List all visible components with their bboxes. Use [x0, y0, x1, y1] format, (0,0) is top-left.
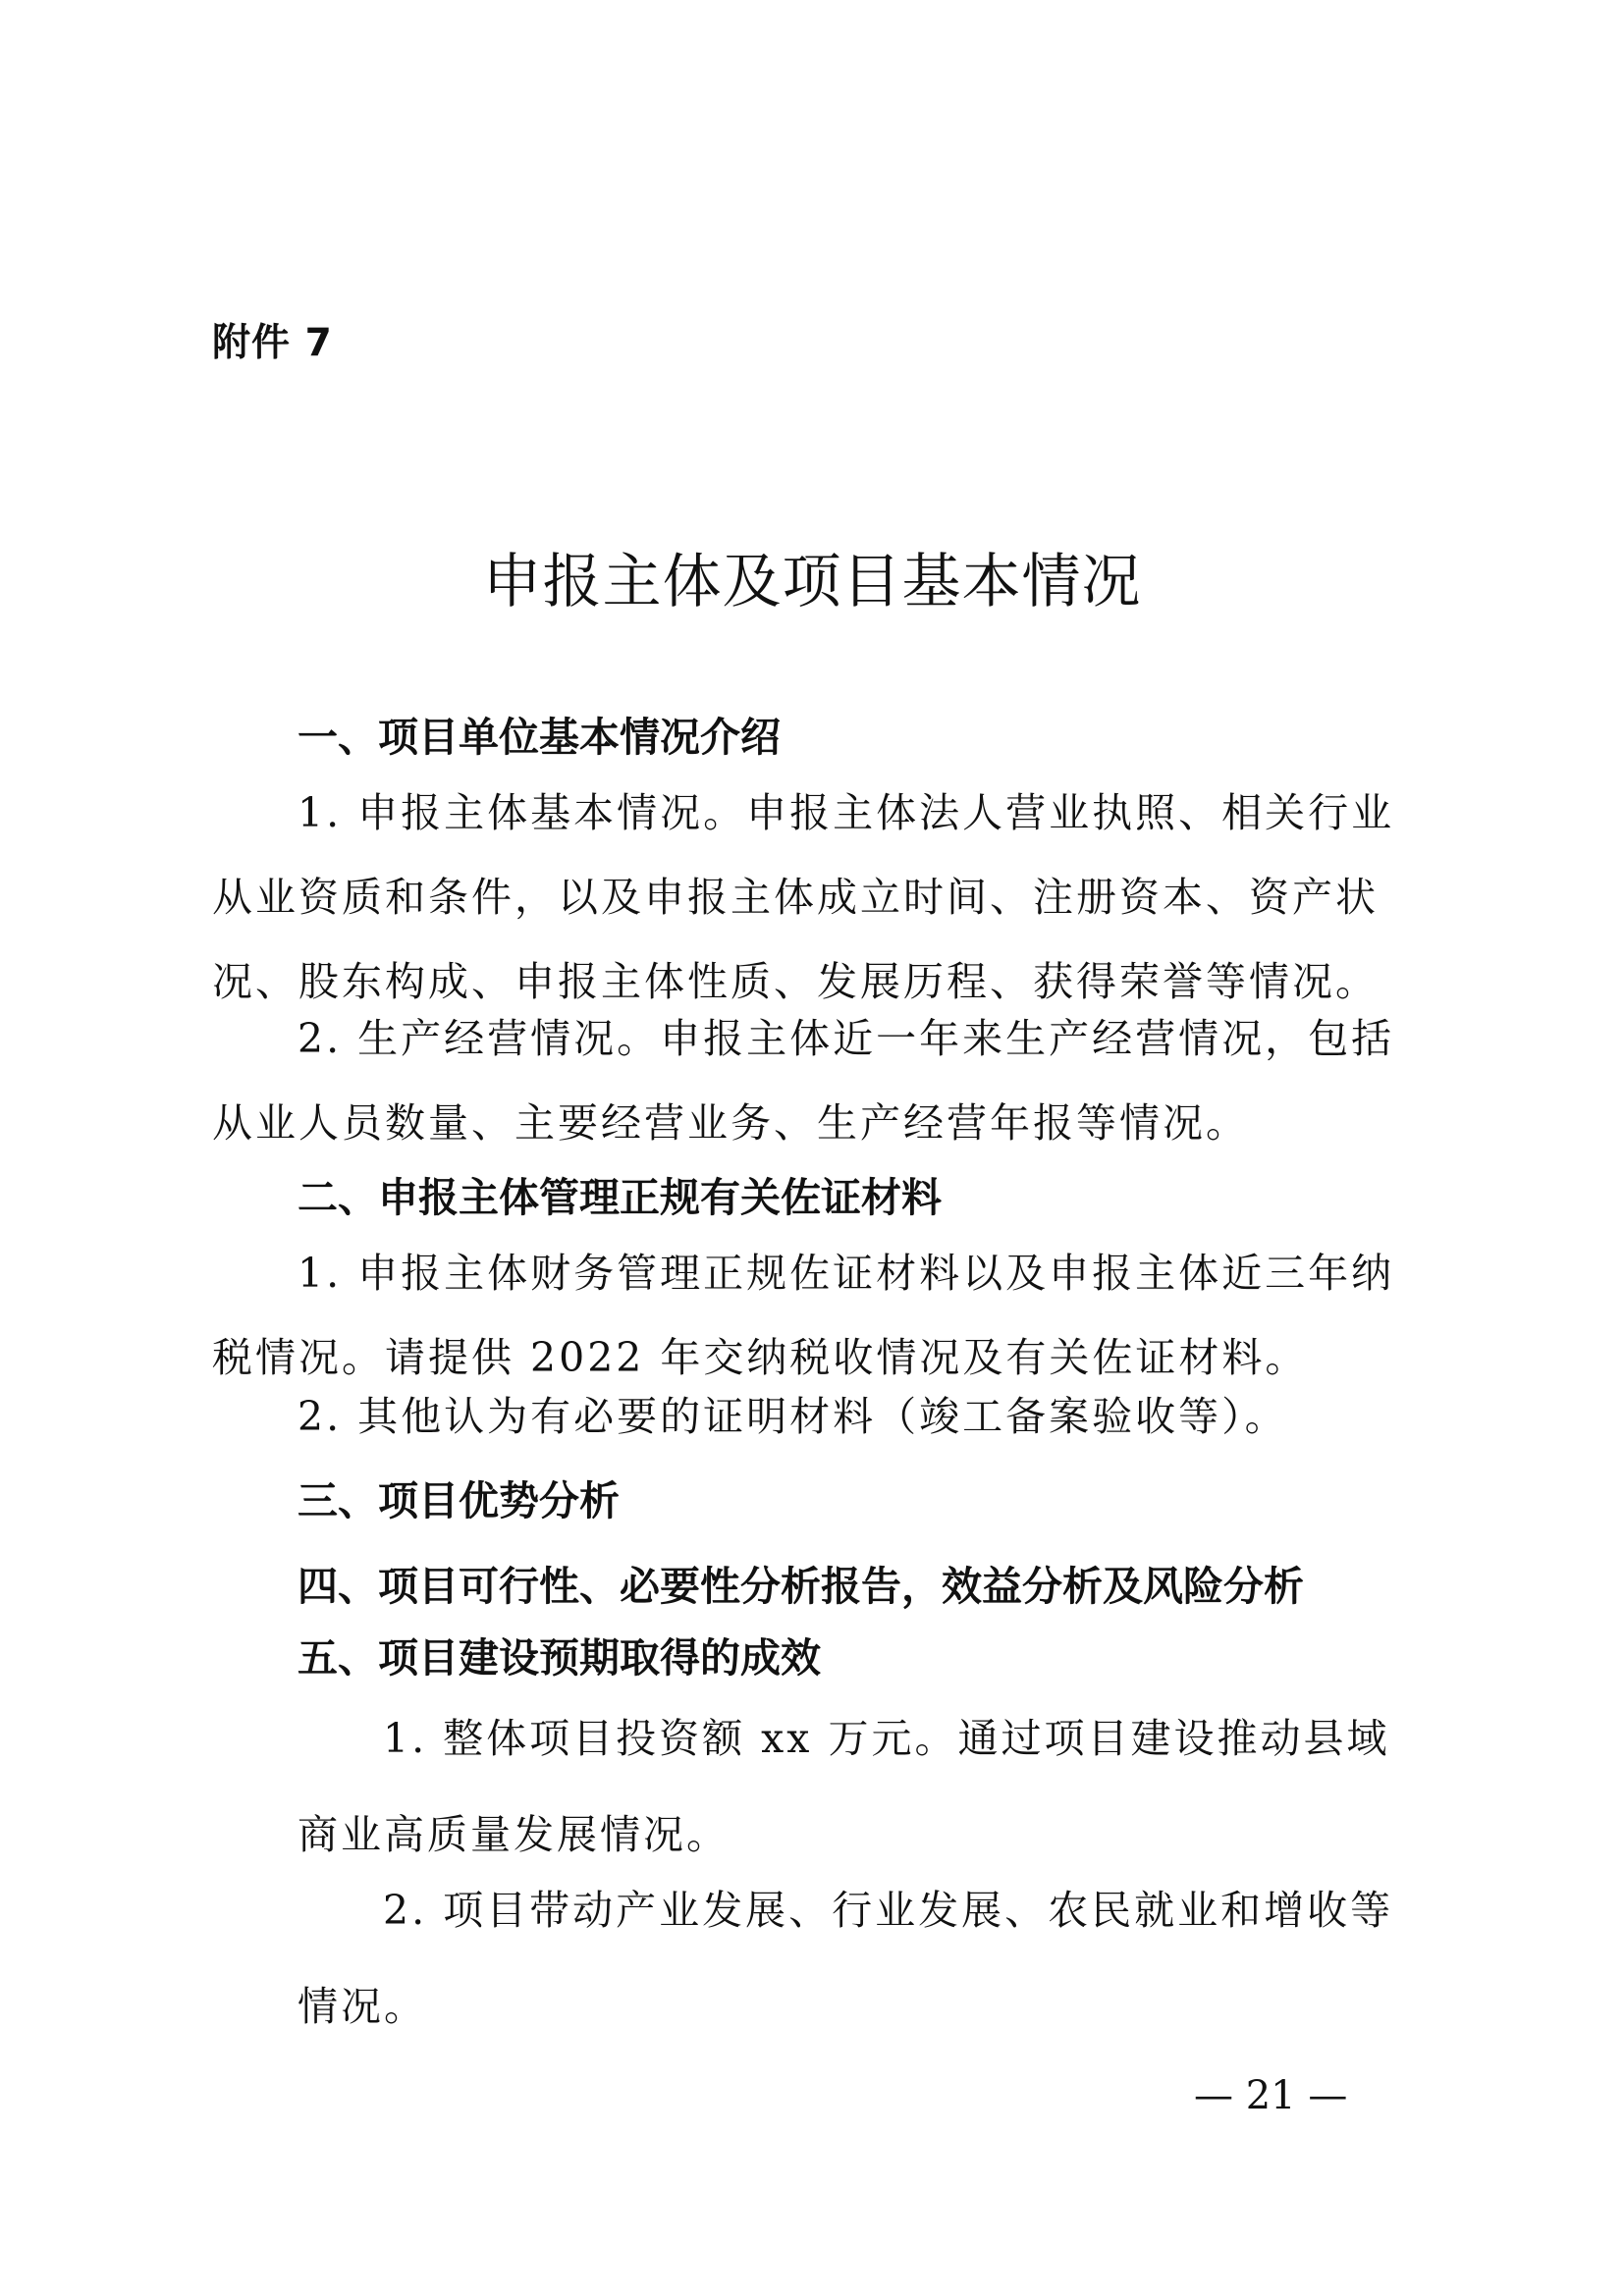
attachment-label: 附件 7	[212, 321, 333, 365]
section-2-paragraph-2: 2. 其他认为有必要的证明材料（竣工备案验收等）。	[298, 1393, 1288, 1440]
section-1-paragraph-1: 1. 申报主体基本情况。申报主体法人营业执照、相关行业从业资质和条件，以及申报主体成立时间、注册资本、资产状况、股东构成、申报主体性质、发展历程、获得荣誉等情况。	[212, 789, 1395, 1005]
page-number: — 21 —	[1194, 2073, 1348, 2118]
section-5-heading: 五、项目建设预期取得的成效	[298, 1634, 821, 1682]
section-2-paragraph-1: 1. 申报主体财务管理正规佐证材料以及申报主体近三年纳税情况。请提供 2022 年交纳税收情况及有关佐证材料。	[212, 1250, 1395, 1381]
page-title: 申报主体及项目基本情况	[482, 548, 1142, 616]
section-3-heading: 三、项目优势分析	[298, 1477, 620, 1524]
section-5-paragraph-1: 1. 整体项目投资额 xx 万元。通过项目建设推动县域商业高质量发展情况。	[298, 1715, 1390, 1858]
section-1-paragraph-2: 2. 生产经营情况。申报主体近一年来生产经营情况，包括从业人员数量、主要经营业务、生产经营年报等情况。	[212, 1015, 1395, 1147]
section-4-heading: 四、项目可行性、必要性分析报告，效益分析及风险分析	[298, 1563, 1304, 1610]
section-5-paragraph-2: 2. 项目带动产业发展、行业发展、农民就业和增收等情况。	[298, 1887, 1394, 2030]
section-1-heading: 一、项目单位基本情况介绍	[298, 714, 781, 761]
section-2-heading: 二、申报主体管理正规有关佐证材料	[298, 1174, 942, 1221]
